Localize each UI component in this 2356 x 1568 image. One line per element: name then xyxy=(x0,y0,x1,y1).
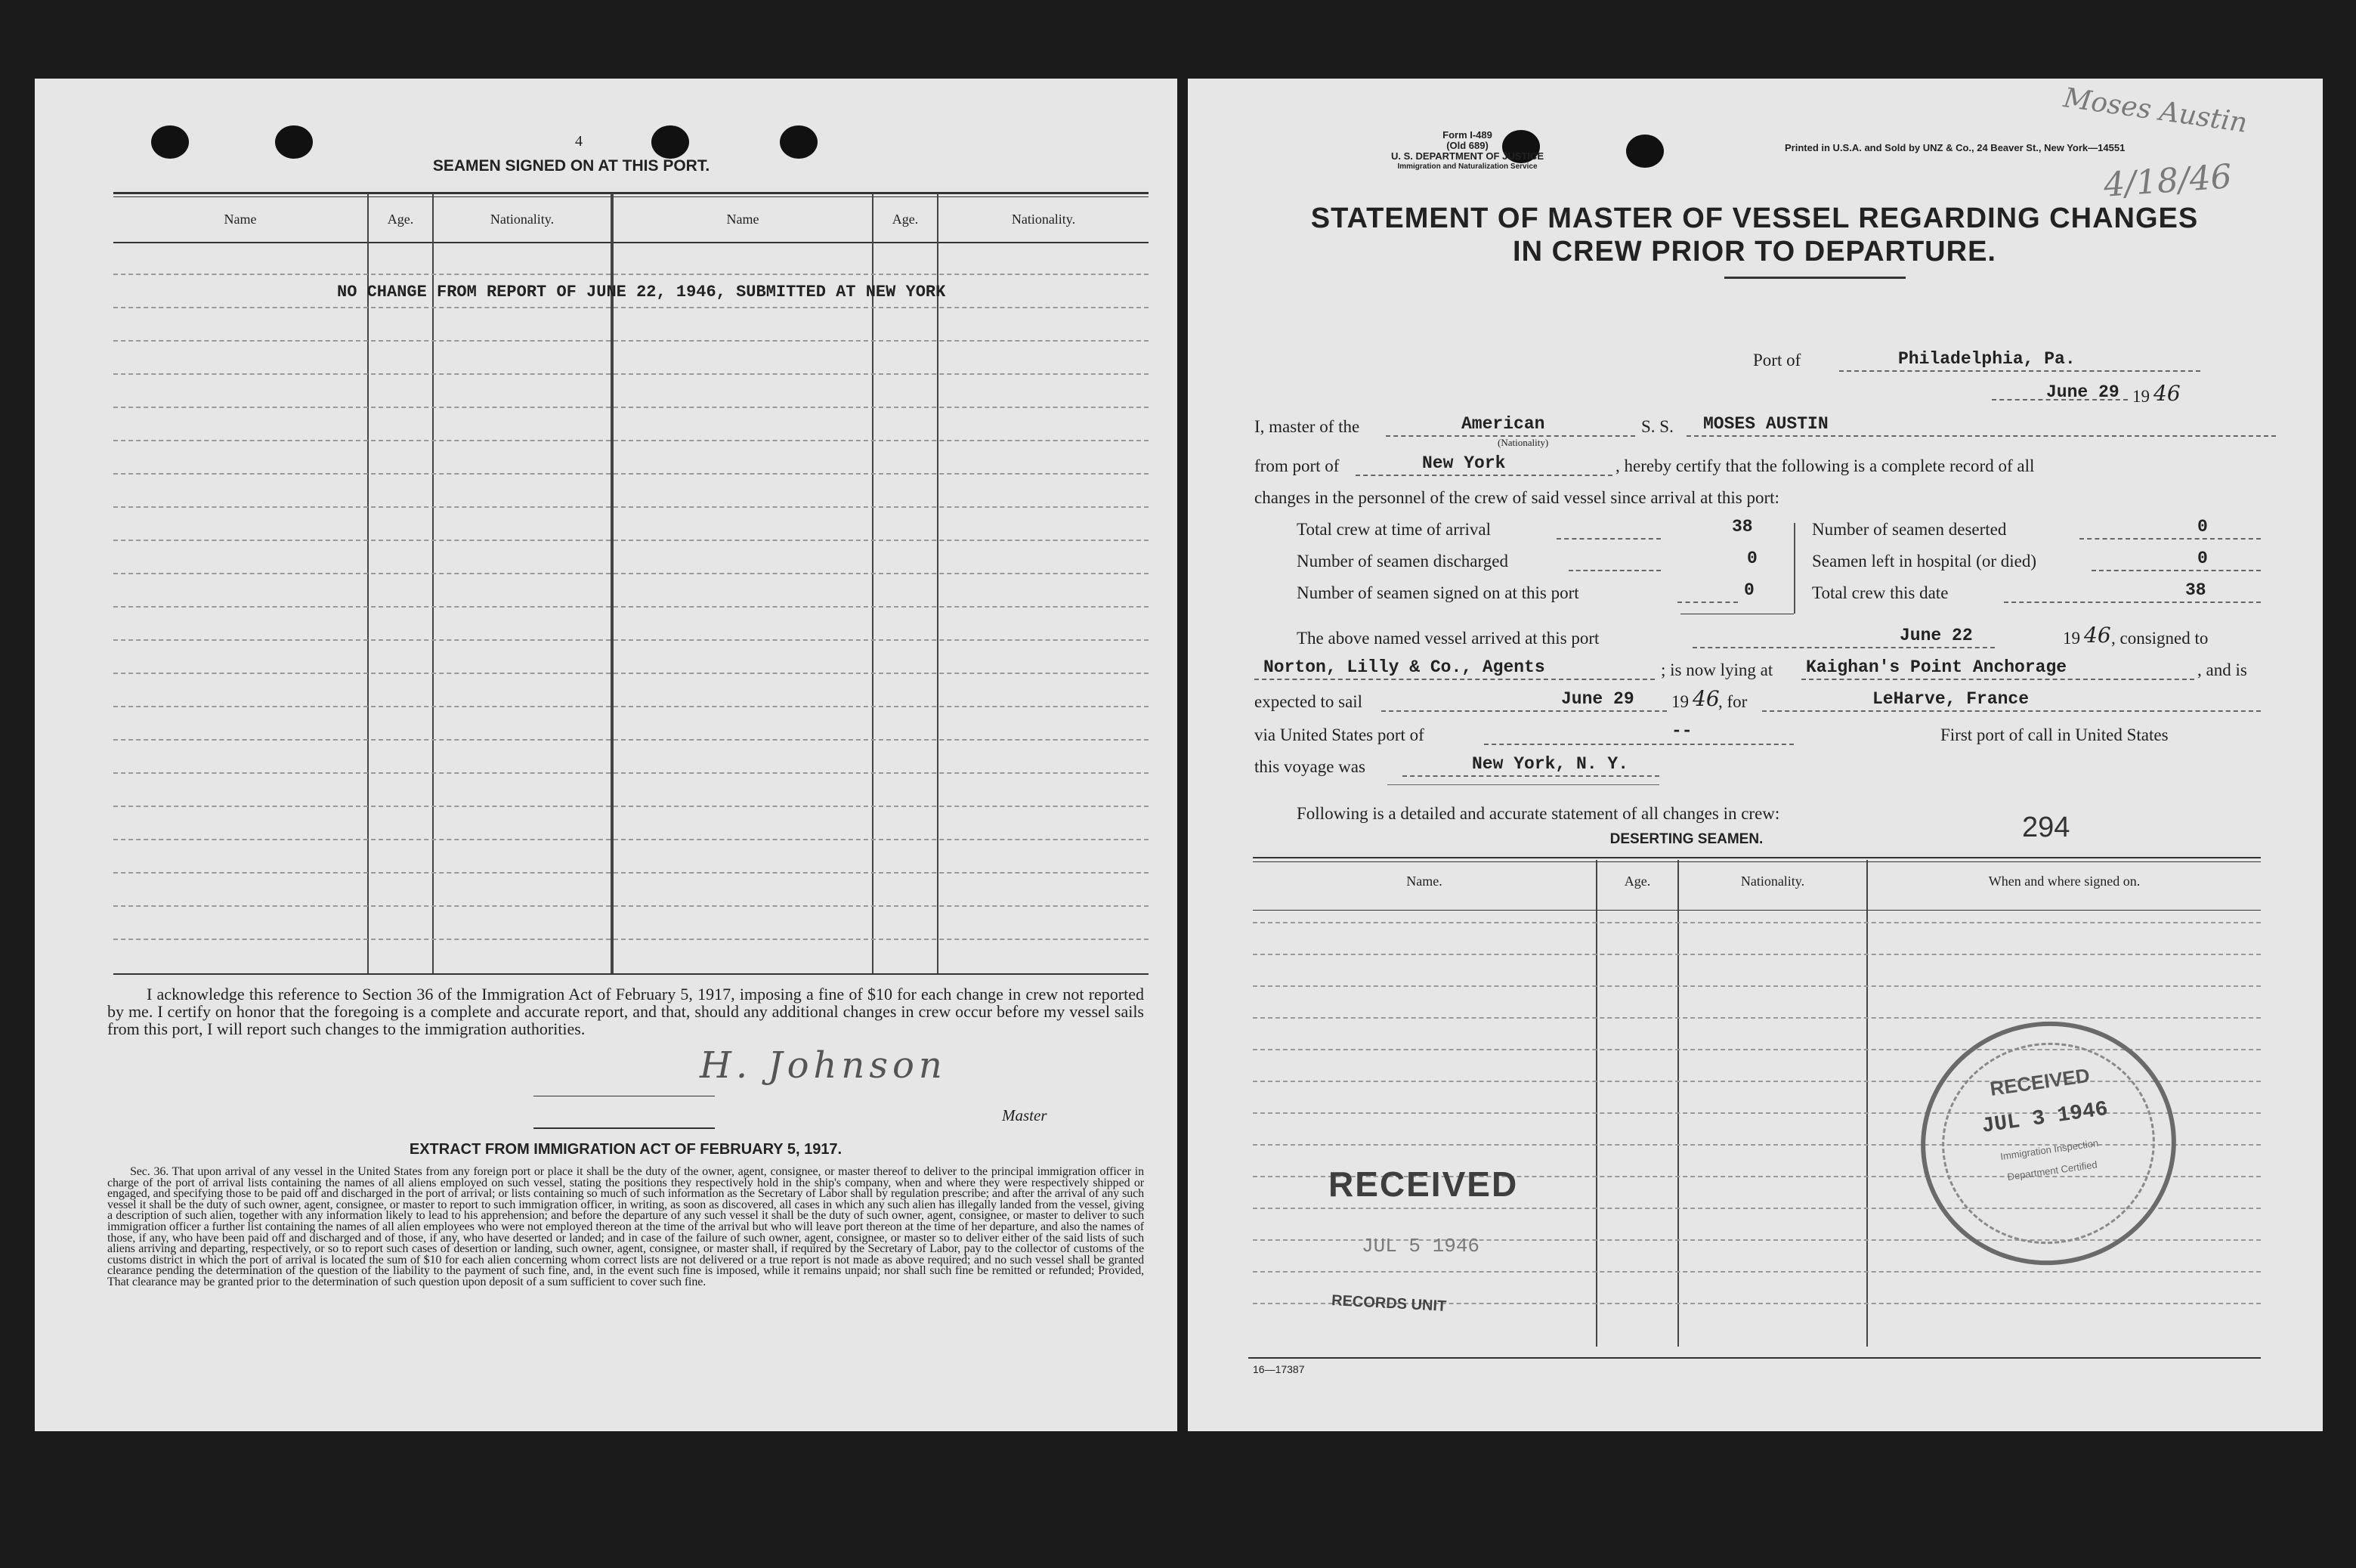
column-divider xyxy=(937,193,938,974)
footer-code: 16—17387 xyxy=(1253,1363,1305,1375)
acknowledgement-text: I acknowledge this reference to Section 36 of the Immigration Act of February 5, 1917, imposing a fine of $10 for each change in crew not reported by me. I certify on honor that the foregoing is a complete and accurate report, and that, should any additional changes in crew occur before my vessel sails from this port, I will report such changes to the immigration authorities. xyxy=(107,985,1144,1038)
table-row-line xyxy=(113,739,1149,741)
column-header-nationality: Nationality. xyxy=(1740,874,1805,889)
table-row-line xyxy=(113,606,1149,608)
stats-divider xyxy=(1794,523,1795,614)
stat-value-signed-on: 0 xyxy=(1744,580,1755,600)
table-row-line xyxy=(1253,954,2261,955)
fill-line xyxy=(1557,538,1661,540)
and-is-label: , and is xyxy=(2197,660,2247,679)
form-title-line2: IN CREW PRIOR TO DEPARTURE. xyxy=(1513,236,1996,268)
stat-value-discharged: 0 xyxy=(1747,549,1758,568)
fill-line xyxy=(2079,538,2261,540)
table-row-line xyxy=(113,407,1149,408)
from-port-label: from port of xyxy=(1254,456,1340,475)
table-header-rule xyxy=(113,242,1149,243)
expected-year-prefix: 19 xyxy=(1671,692,1689,711)
fill-line xyxy=(1693,647,1995,648)
column-header-name: Name xyxy=(726,212,759,227)
column-header-age: Age. xyxy=(1624,874,1651,889)
ss-label: S. S. xyxy=(1641,417,1674,436)
arrived-year: 46 xyxy=(2084,623,2111,648)
stat-value-total-date: 38 xyxy=(2185,580,2206,600)
column-divider xyxy=(367,193,369,974)
punch-hole-icon xyxy=(151,125,189,159)
section-title: DESERTING SEAMEN. xyxy=(1609,831,1764,847)
changes-text: changes in the personnel of the crew of said vessel since arrival at this port: xyxy=(1254,488,1779,507)
column-divider xyxy=(1677,860,1679,1347)
table-row-line xyxy=(113,473,1149,475)
column-divider xyxy=(611,193,614,974)
form-header xyxy=(1354,130,1581,172)
fill-line xyxy=(1801,679,2194,680)
stat-label-total-date: Total crew this date xyxy=(1812,583,1949,602)
seal-date: JUL 3 1946 xyxy=(1980,1097,2110,1139)
printer-note: Printed in U.S.A. and Sold by UNZ & Co., 24 Beaver St., New York—14551 xyxy=(1785,142,2126,153)
handwritten-name: Moses Austin xyxy=(2061,82,2249,139)
port-value: Philadelphia, Pa. xyxy=(1898,349,2076,369)
stat-value-deserted: 0 xyxy=(2197,517,2208,537)
expected-value: June 29 xyxy=(1561,689,1634,709)
fill-line xyxy=(1254,679,1655,680)
port-label: Port of xyxy=(1753,351,1801,370)
column-header-age: Age. xyxy=(387,212,414,227)
date-value: June 29 xyxy=(2046,382,2119,402)
fill-line xyxy=(1402,775,1659,777)
arrived-value: June 22 xyxy=(1900,626,1973,645)
table-row-line xyxy=(113,806,1149,807)
expected-label: expected to sail xyxy=(1254,692,1363,711)
extract-text: Sec. 36. That upon arrival of any vessel in the United States from any foreign port or place it shall be the duty of the owner, agent, consignee, or master thereof to deliver to the principal immigration officer in charge of the port of arrival lists containing the names of all aliens employed on such vessel, stating the positions they respectively hold in the ship's company, when and where they were respectively shipped or engaged, and specifying those to be paid off and discharged in the port of arrival; or lists containing so much of such information as the Secretary of Labor shall by regulation prescribe; and after the arrival of any such vessel it shall be the duty of such owner, agent, consignee, or master to report to such immigration officer, in writing, as soon as discovered, all cases in which any such alien has illegally landed from the vessel, giving a description of such alien, together with any information likely to lead to his apprehension; and before the departure of any such vessel it shall be the duty of such owner, agent, consignee, or master to deliver to such immigration officer a further list containing the names of all alien employees who were not employed thereon at the time of the arrival but who will leave port thereon at the time of her departure, and also the names of those, if any, who have been paid off and discharged and of those, if any, who have deserted or landed; and in case of the failure of such owner, agent, consignee, or master so to deliver either of the said lists of such aliens arriving and departing, respectively, or so to report such cases of desertion or landing, such owner, agent, consignee, or master shall, if required by the Secretary of Labor, pay to the collector of customs of the customs district in which the port of arrival is located the sum of $10 for each alien concerning whom correct lists are not delivered or a true report is not made as above required; and no such vessel shall be granted clearance pending the determination of the question of the liability to the payment of such fine, and, in the event such fine is imposed, while it remains unpaid; nor shall such fine be remitted or refunded; Provided, That clearance may be granted prior to the determination of such question upon deposit of a sum sufficient to cover such fine. xyxy=(107,1165,1144,1288)
service: Immigration and Naturalization Service xyxy=(1397,162,1538,171)
signature-caption: Master xyxy=(1002,1106,1047,1124)
signature-rule xyxy=(533,1127,715,1129)
column-divider xyxy=(432,193,434,974)
arrived-label: The above named vessel arrived at this port xyxy=(1297,629,1600,648)
fill-line xyxy=(1484,744,1794,745)
handwritten-date: 4/18/46 xyxy=(2102,157,2234,205)
table-row-line xyxy=(113,307,1149,308)
stat-label-hospital: Seamen left in hospital (or died) xyxy=(1812,552,2037,571)
column-header-nationality: Nationality. xyxy=(490,212,555,227)
column-divider xyxy=(872,193,873,974)
table-row-line xyxy=(113,673,1149,674)
fill-line xyxy=(1839,370,2200,372)
table-row-line xyxy=(113,340,1149,342)
table-row-line xyxy=(113,573,1149,574)
fill-line xyxy=(1762,710,2261,712)
fill-line xyxy=(1381,710,1667,712)
table-bottom-rule xyxy=(113,973,1149,975)
table-row-line xyxy=(1253,1017,2261,1019)
table-row-line xyxy=(113,274,1149,275)
left-page xyxy=(35,79,1177,1431)
punch-hole-icon xyxy=(1626,135,1664,168)
extract-title: EXTRACT FROM IMMIGRATION ACT OF FEBRUARY 5, 1917. xyxy=(409,1141,843,1158)
table-row-line xyxy=(113,905,1149,907)
stat-value-hospital: 0 xyxy=(2197,549,2208,568)
from-port-value: New York xyxy=(1422,453,1506,473)
consigned-label: , consigned to xyxy=(2111,629,2209,648)
seal-subtext: Department Certified xyxy=(2006,1158,2098,1183)
column-header-when-where: When and where signed on. xyxy=(1988,874,2141,889)
expected-year: 46 xyxy=(1693,686,1720,711)
table-top-rule xyxy=(113,196,1149,197)
certify-text: , hereby certify that the following is a complete record of all xyxy=(1615,456,2035,475)
master-label: I, master of the xyxy=(1254,417,1360,436)
nationality-value: American xyxy=(1461,414,1545,434)
table-bottom-rule xyxy=(1248,1357,2261,1359)
table-header-rule xyxy=(1253,910,2261,911)
arrived-year-prefix: 19 xyxy=(2063,629,2080,648)
table-row-line xyxy=(113,540,1149,541)
via-label: via United States port of xyxy=(1254,725,1424,744)
fill-line xyxy=(1677,602,1738,603)
table-row-line xyxy=(113,639,1149,641)
year-prefix: 19 xyxy=(2132,387,2150,406)
fill-line xyxy=(2092,570,2261,571)
voyage-rule xyxy=(1387,784,1659,785)
voyage-value: New York, N. Y. xyxy=(1472,754,1629,774)
stat-value-total-arrival: 38 xyxy=(1732,517,1753,537)
table-row-line xyxy=(113,373,1149,375)
table-row-line xyxy=(1253,1271,2261,1273)
consignee-value: Norton, Lilly & Co., Agents xyxy=(1263,657,1545,677)
lying-value: Kaighan's Point Anchorage xyxy=(1806,657,2067,677)
typed-note: NO CHANGE FROM REPORT OF JUNE 22, 1946, SUBMITTED AT NEW YORK xyxy=(337,283,946,302)
table-row-line xyxy=(113,772,1149,774)
table-row-line xyxy=(113,839,1149,840)
punch-hole-icon xyxy=(780,125,818,159)
stat-label-discharged: Number of seamen discharged xyxy=(1297,552,1508,571)
lying-label: ; is now lying at xyxy=(1661,660,1773,679)
table-top-rule xyxy=(1253,861,2261,862)
year-suffix: 46 xyxy=(2153,381,2181,406)
form-title-line1: STATEMENT OF MASTER OF VESSEL REGARDING CHANGES xyxy=(1310,203,2199,234)
stat-label-signed-on: Number of seamen signed on at this port xyxy=(1297,583,1579,602)
seal-title: RECEIVED xyxy=(1988,1063,2092,1100)
title-underline xyxy=(1724,277,1906,279)
table-top-rule xyxy=(1253,857,2261,858)
fill-line xyxy=(2004,602,2261,603)
fill-line xyxy=(1356,475,1612,476)
voyage-label: this voyage was xyxy=(1254,757,1365,776)
form-old: (Old 689) xyxy=(1446,140,1489,151)
nationality-caption: (Nationality) xyxy=(1498,437,1549,448)
table-row-line xyxy=(113,872,1149,874)
table-row-line xyxy=(1253,985,2261,987)
received-stamp: RECEIVED xyxy=(1328,1164,1519,1204)
fill-line xyxy=(1687,435,2276,437)
table-top-rule xyxy=(113,192,1149,194)
stat-label-total-arrival: Total crew at time of arrival xyxy=(1297,520,1492,539)
received-date-stamp: JUL 5 1946 xyxy=(1362,1235,1480,1257)
page-number: 4 xyxy=(575,133,583,150)
first-port-label: First port of call in United States xyxy=(1940,725,2169,744)
stamp-number: 294 xyxy=(2022,812,2070,843)
column-divider xyxy=(1866,860,1868,1347)
seal-subtext: Immigration Inspection xyxy=(1999,1137,2099,1162)
table-row-line xyxy=(1253,922,2261,923)
column-divider xyxy=(1596,860,1597,1347)
signature: H. Johnson xyxy=(700,1044,947,1087)
column-header-nationality: Nationality. xyxy=(1011,212,1076,227)
right-page xyxy=(1188,79,2323,1431)
section-title: SEAMEN SIGNED ON AT THIS PORT. xyxy=(432,157,710,175)
stat-label-deserted: Number of seamen deserted xyxy=(1812,520,2007,539)
column-header-age: Age. xyxy=(892,212,919,227)
table-row-line xyxy=(113,939,1149,940)
department: U. S. DEPARTMENT OF JUSTICE xyxy=(1391,150,1544,162)
column-header-name: Name. xyxy=(1406,874,1442,889)
form-id: Form I-489 xyxy=(1442,129,1492,141)
column-header-name: Name xyxy=(224,212,257,227)
records-unit-stamp: RECORDS UNIT xyxy=(1331,1292,1447,1315)
punch-hole-icon xyxy=(275,125,313,159)
for-label: , for xyxy=(1718,692,1748,711)
table-row-line xyxy=(113,440,1149,441)
fill-line xyxy=(1569,570,1661,571)
following-text: Following is a detailed and accurate statement of all changes in crew: xyxy=(1297,804,1780,823)
table-row-line xyxy=(113,706,1149,707)
destination-value: LeHarve, France xyxy=(1872,689,2030,709)
table-row-line xyxy=(113,506,1149,508)
punch-hole-icon xyxy=(651,125,689,159)
vessel-name: MOSES AUSTIN xyxy=(1703,414,1829,434)
via-value: -- xyxy=(1671,721,1693,741)
